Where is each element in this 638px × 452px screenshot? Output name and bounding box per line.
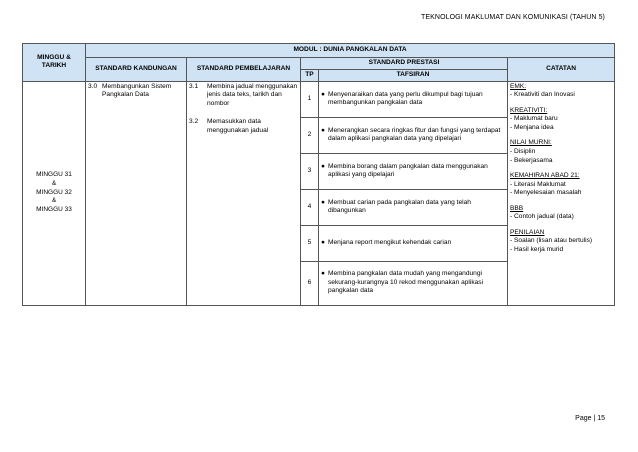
catatan-item: - Menyelesaian masalah bbox=[510, 189, 582, 197]
catatan-item: - Disiplin bbox=[510, 147, 536, 155]
running-header: TEKNOLOGI MAKLUMAT DAN KOMUNIKASI (TAHUN 5) bbox=[421, 14, 605, 21]
minggu-line: MINGGU 32 bbox=[36, 188, 72, 196]
catatan-item: - Hasil kerja murid bbox=[510, 246, 564, 253]
catatan-group-bbb bbox=[510, 205, 612, 222]
bullet-icon: ● bbox=[321, 238, 325, 246]
tafsiran-header: TAFSIRAN bbox=[319, 70, 508, 82]
catatan-heading: NILAI MURNI: bbox=[510, 139, 552, 147]
tp-value: 6 bbox=[301, 261, 319, 305]
bullet-icon: ● bbox=[321, 270, 325, 278]
tafsiran-text: Menerangkan secara ringkas fitur dan fungsi yang terdapat dalam aplikasi pangkalan data yang dipelajari bbox=[328, 126, 501, 143]
tafsiran-text: Menjana report mengikut kehendak carian bbox=[328, 238, 452, 246]
tp-value: 5 bbox=[301, 225, 319, 261]
catatan-group-emk bbox=[510, 83, 612, 100]
catatan-heading: BBB bbox=[510, 204, 524, 212]
sp-text: Membina jadual menggunakan jenis data teks, tarikh dan nombor bbox=[207, 82, 298, 107]
catatan-item: - Contoh jadual (data) bbox=[510, 213, 574, 221]
minggu-line: MINGGU 31 bbox=[36, 171, 72, 179]
tp-value: 3 bbox=[301, 153, 319, 189]
tafsiran-text: Membina borang dalam pangkalan data menggunakan aplikasi yang dipelajari bbox=[328, 162, 488, 179]
catatan-heading: KREATIVITI: bbox=[510, 106, 548, 114]
modul-title: MODUL : DUNIA PANGKALAN DATA bbox=[86, 44, 615, 58]
standard-pembelajaran-item bbox=[189, 83, 298, 109]
catatan-heading: EMK: bbox=[510, 82, 527, 90]
lesson-plan-table bbox=[22, 43, 615, 306]
standard-prestasi-header: STANDARD PRESTASI bbox=[301, 58, 508, 70]
tafsiran-cell bbox=[319, 153, 508, 189]
tafsiran-cell bbox=[319, 225, 508, 261]
catatan-item: - Soalan (lisan atau bertulis) bbox=[510, 237, 593, 245]
standard-kandungan-item bbox=[88, 83, 184, 100]
standard-kandungan-cell bbox=[86, 81, 187, 305]
sk-number: 3.0 bbox=[88, 82, 98, 90]
standard-pembelajaran-cell bbox=[187, 81, 301, 305]
bullet-icon: ● bbox=[321, 90, 325, 98]
sp-text: Memasukkan data menggunakan jadual bbox=[207, 118, 269, 134]
bullet-icon: ● bbox=[321, 162, 325, 170]
sp-number: 3.1 bbox=[189, 82, 199, 90]
tafsiran-cell bbox=[319, 81, 508, 117]
catatan-heading: KEMAHIRAN ABAD 21: bbox=[510, 172, 580, 180]
catatan-item: - Kreativiti dan Inovasi bbox=[510, 91, 575, 99]
sp-number: 3.2 bbox=[189, 118, 199, 126]
catatan-item: - Bekerjasama bbox=[510, 156, 553, 164]
bullet-icon: ● bbox=[321, 198, 325, 206]
catatan-item: - Maklumat baru bbox=[510, 115, 558, 123]
catatan-group-kemahiran bbox=[510, 172, 612, 198]
standard-pembelajaran-item bbox=[189, 118, 298, 135]
catatan-heading: PENILAIAN bbox=[510, 228, 545, 236]
catatan-item: - Literasi Maklumat bbox=[510, 180, 566, 188]
catatan-item: - Menjana idea bbox=[510, 123, 554, 131]
minggu-line: & bbox=[51, 179, 57, 187]
minggu-header: MINGGU & TARIKH bbox=[23, 44, 86, 82]
standard-pembelajaran-header: STANDARD PEMBELAJARAN bbox=[187, 58, 301, 82]
catatan-header: CATATAN bbox=[508, 58, 615, 82]
minggu-line: MINGGU 33 bbox=[36, 206, 72, 214]
tafsiran-text: Menyenaraikan data yang perlu dikumpul bagi tujuan membangunkan pangkalan data bbox=[328, 90, 483, 107]
tp-value: 1 bbox=[301, 81, 319, 117]
tafsiran-cell bbox=[319, 261, 508, 305]
tp-header: TP bbox=[301, 70, 319, 82]
tafsiran-text: Membuat carian pada pangkalan data yang telah dibangunkan bbox=[328, 198, 471, 215]
page-number: Page | 15 bbox=[575, 415, 605, 422]
catatan-group-kreativiti bbox=[510, 107, 612, 133]
bullet-icon: ● bbox=[321, 126, 325, 134]
catatan-cell bbox=[508, 81, 615, 305]
catatan-group-penilaian bbox=[510, 229, 612, 255]
tafsiran-cell bbox=[319, 117, 508, 153]
minggu-line: & bbox=[51, 197, 57, 205]
standard-kandungan-header: STANDARD KANDUNGAN bbox=[86, 58, 187, 82]
tp-value: 4 bbox=[301, 189, 319, 225]
catatan-group-nilai-murni bbox=[510, 139, 612, 165]
tafsiran-cell bbox=[319, 189, 508, 225]
tafsiran-text: Membina pangkalan data mudah yang mengandungi sekurang-kurangnya 10 rekod menggunakan aplikasi pangkalan data bbox=[328, 270, 484, 295]
sk-text: Membangunkan Sistem Pangkalan Data bbox=[102, 82, 172, 99]
minggu-cell bbox=[23, 81, 86, 305]
tp-value: 2 bbox=[301, 117, 319, 153]
